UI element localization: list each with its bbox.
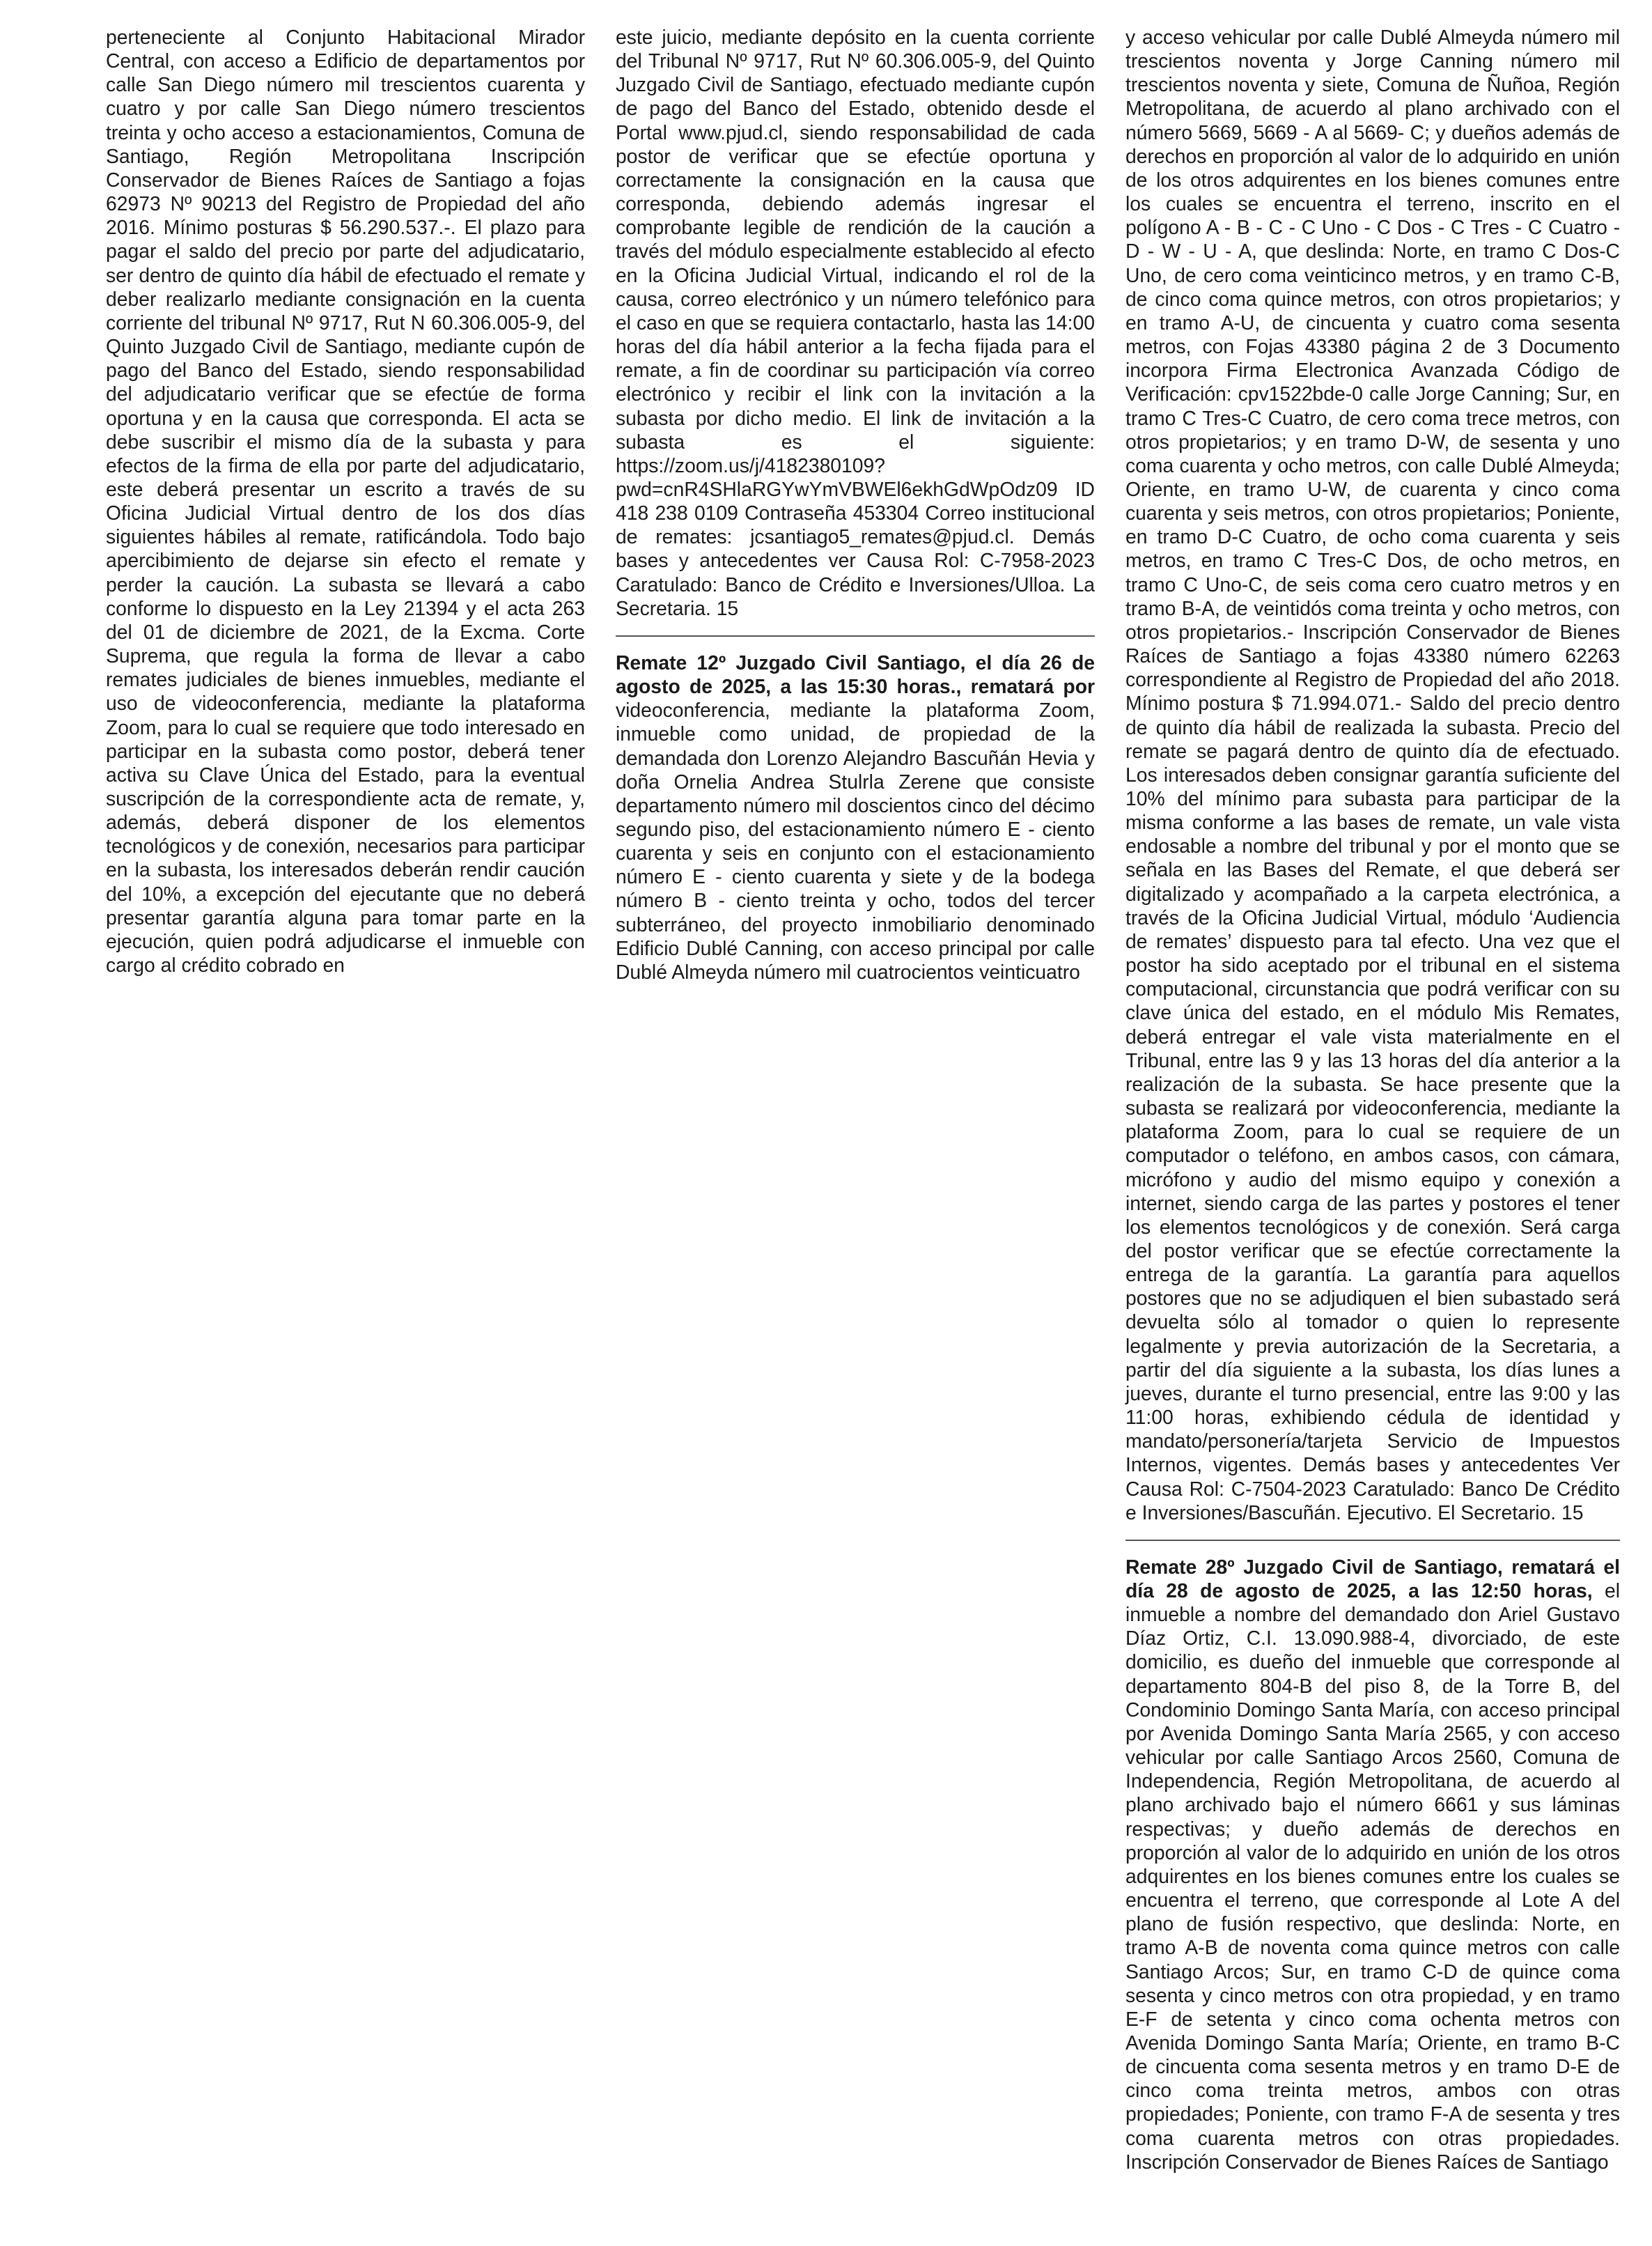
notice-body: el inmueble a nombre del demandado don Ariel Gustavo Díaz Ortiz, C.I. 13.090.988-4, divorciado, de este domicilio, es dueño del inmueble que corresponde al departamento 804-B del piso 8, de la Torre B, del Condominio Domingo Santa María, con acceso principal por Avenida Domingo Santa María 2565, y con acceso vehicular por calle Santiago Arcos 2560, Comuna de Independencia, Región Metropolitana, de acuerdo al plano archivado bajo el número 6661 y sus láminas respectivas; y dueño además de derechos en proporción al valor de lo adquirido en unión de los otros adquirentes en los bienes comunes entre los cuales se encuentra el terreno, que corresponde al Lote A del plano de fusión respectivo, que deslinda: Norte, en tramo A-B de noventa coma quince metros con calle Santiago Arcos; Sur, en tramo C-D de quince coma sesenta y cinco metros con otra propiedad, y en tramo E-F de setenta y cinco coma ochenta metros con Avenida Domingo Santa María; Oriente, en tramo B-C de cincuenta coma sesenta metros y en tramo D-E de cinco coma treinta metros, ambos con otras propiedades; Poniente, con tramo F-A de sesenta y tres coma cuarenta metros con otras propiedades. Inscripción Conservador de Bienes Raíces de Santiago bbox=[1125, 1579, 1620, 2173]
notice-quinto-juzgado-continued bbox=[106, 25, 585, 977]
notice-12-juzgado bbox=[616, 651, 1095, 984]
notice-body: videoconferencia, mediante la plataforma Zoom, inmueble como unidad, de propiedad de la demandada don Lorenzo Alejandro Bascuñán Hevia y doña Ornelia Andrea Stulrla Zerene que consiste departamento número mil doscientos cinco del décimo segundo piso, del estacionamiento número E - ciento cuarenta y seis en conjunto con el estacionamiento número E - ciento cuarenta y siete y de la bodega número B - ciento treinta y ocho, todos del tercer subterráneo, del proyecto inmobiliario denominado Edificio Dublé Canning, con acceso principal por calle Dublé Almeyda número mil cuatrocientos veinticuatro bbox=[616, 699, 1095, 983]
notice-heading: Remate 12º Juzgado Civil Santiago, el día 26 de agosto de 2025, a las 15:30 horas., rematará por bbox=[616, 651, 1095, 698]
notice-12-juzgado-continued bbox=[1125, 25, 1620, 1524]
notice-body: y acceso vehicular por calle Dublé Almeyda número mil trescientos noventa y Jorge Canning número mil trescientos noventa y siete, Comuna de Ñuñoa, Región Metropolitana, de acuerdo al plano archivado con el número 5669, 5669 - A al 5669- C; y dueños además de derechos en proporción al valor de lo adquirido en unión de los otros adquirentes en los bienes comunes entre los cuales se encuentra el terreno, inscrito en el polígono A - B - C - C Uno - C Dos - C Tres - C Cuatro - D - W - U - A, que deslinda: Norte, en tramo C Dos-C Uno, de cero coma veinticinco metros, y en tramo C-B, de cinco coma quince metros, con otros propietarios; y en tramo A-U, de cincuenta y cuatro coma sesenta metros, con Fojas 43380 página 2 de 3 Documento incorpora Firma Electronica Avanzada Código de Verificación: cpv1522bde-0 calle Jorge Canning; Sur, en tramo C Tres-C Cuatro, de cero coma trece metros, con otros propietarios; y en tramo D-W, de sesenta y uno coma cuarenta y ocho metros, con calle Dublé Almeyda; Oriente, en tramo U-W, de cuarenta y cinco coma cuarenta y seis metros, con otros propietarios; Poniente, en tramo D-C Cuatro, de ocho coma cuarenta y seis metros, en tramo C Tres-C Dos, de ocho metros, en tramo C Uno-C, de seis coma cero cuatro metros y en tramo B-A, de veintidós coma treinta y ocho metros, con otros propietarios.- Inscripción Conservador de Bienes Raíces de Santiago a fojas 43380 número 62263 correspondiente al Registro de Propiedad del año 2018. Mínimo postura $ 71.994.071.- Saldo del precio dentro de quinto día hábil de realizada la subasta. Precio del remate se pagará dentro de quinto día de efectuado. Los interesados deben consignar garantía suficiente del 10% del mínimo para subasta para participar de la misma conforme a las bases de remate, un vale vista endosable a nombre del tribunal y por el monto que se señala en las Bases del Remate, el que deberá ser digitalizado y acompañado a la carpeta electrónica, a través de la Oficina Judicial Virtual, módulo ‘Audiencia de remates’ dispuesto para tal efecto. Una vez que el postor ha sido aceptado por el tribunal en el sistema computacional, circunstancia que podrá verificar con su clave única del estado, en el módulo Mis Remates, deberá entregar el vale vista materialmente en el Tribunal, entre las 9 y las 13 horas del día anterior a la realización de la subasta. Se hace presente que la subasta se realizará por videoconferencia, mediante la plataforma Zoom, para lo cual se requiere de un computador o teléfono, en ambos casos, con cámara, micrófono y audio del mismo equipo y conexión a internet, siendo carga de las partes y postores el tener los elementos tecnológicos y de conexión. Será carga del postor verificar que se efectúe correctamente la entrega de la garantía. La garantía para aquellos postores que no se adjudiquen el bien subastado será devuelta sólo al tomador o quien lo represente legalmente y previa autorización de la Secretaria, a partir del día siguiente a la subasta, los días lunes a jueves, durante el turno presencial, entre las 9:00 y las 11:00 horas, exhibiendo cédula de identidad y mandato/personería/tarjeta Servicio de Impuestos Internos, vigentes. Demás bases y antecedentes Ver Causa Rol: C-7504-2023 Caratulado: Banco De Crédito e Inversiones/Bascuñán. Ejecutivo. El Secretario. 15 bbox=[1125, 26, 1620, 1524]
notice-body: este juicio, mediante depósito en la cuenta corriente del Tribunal Nº 9717, Rut Nº 60.306.005-9, del Quinto Juzgado Civil de Santiago, efectuado mediante cupón de pago del Banco del Estado, obtenido desde el Portal www.pjud.cl, siendo responsabilidad de cada postor de verificar que se efectúe oportuna y correctamente la consignación en la causa que corresponda, debiendo además ingresar el comprobante legible de rendición de la caución a través del módulo especialmente establecido al efecto en la Oficina Judicial Virtual, indicando el rol de la causa, correo electrónico y un número telefónico para el caso en que se requiera contactarlo, hasta las 14:00 horas del día hábil anterior a la fecha fijada para el remate, a fin de coordinar su participación vía correo electrónico y recibir el link con la invitación a la subasta por dicho medio. El link de invitación a la subasta es el siguiente: https://zoom.us/j/4182380109?pwd=cnR4SHlaRGYwYmVBWEl6ekhGdWpOdz09 ID 418 238 0109 Contraseña 453304 Correo institucional de remates: jcsantiago5_remates@pjud.cl. Demás bases y antecedentes ver Causa Rol: C-7958-2023 Caratulado: Banco de Crédito e Inversiones/Ulloa. La Secretaria. 15 bbox=[616, 26, 1095, 619]
column-3 bbox=[1125, 25, 1620, 2174]
notice-divider bbox=[1125, 1540, 1620, 1541]
notice-heading: Remate 28º Juzgado Civil de Santiago, rematará el día 28 de agosto de 2025, a las 12:50 horas, bbox=[1125, 1555, 1620, 1602]
notice-quinto-juzgado-end bbox=[616, 25, 1095, 620]
notice-divider bbox=[616, 635, 1095, 637]
column-1 bbox=[106, 25, 585, 977]
notice-28-juzgado bbox=[1125, 1555, 1620, 2174]
column-2 bbox=[616, 25, 1095, 984]
notice-body: perteneciente al Conjunto Habitacional Mirador Central, con acceso a Edificio de departamentos por calle San Diego número mil trescientos cuarenta y cuatro y por calle San Diego número trescientos treinta y ocho acceso a estacionamientos, Comuna de Santiago, Región Metropolitana Inscripción Conservador de Bienes Raíces de Santiago a fojas 62973 Nº 90213 del Registro de Propiedad del año 2016. Mínimo posturas $ 56.290.537.-. El plazo para pagar el saldo del precio por parte del adjudicatario, ser dentro de quinto día hábil de efectuado el remate y deber realizarlo mediante consignación en la cuenta corriente del tribunal Nº 9717, Rut N 60.306.005-9, del Quinto Juzgado Civil de Santiago, mediante cupón de pago del Banco del Estado, siendo responsabilidad del adjudicatario verificar que se efectúe de forma oportuna y en la causa que corresponda. El acta se debe suscribir el mismo día de la subasta y para efectos de la firma de ella por parte del adjudicatario, este deberá presentar un escrito a través de su Oficina Judicial Virtual dentro de los dos días siguientes hábiles al remate, ratificándola. Todo bajo apercibimiento de dejarse sin efecto el remate y perder la caución. La subasta se llevará a cabo conforme lo dispuesto en la Ley 21394 y el acta 263 del 01 de diciembre de 2021, de la Excma. Corte Suprema, que regula la forma de llevar a cabo remates judiciales de bienes inmuebles, mediante el uso de videoconferencia, mediante la plataforma Zoom, para lo cual se requiere que todo interesado en participar en la subasta como postor, deberá tener activa su Clave Única del Estado, para la eventual suscripción de la correspondiente acta de remate, y, además, deberá disponer de los elementos tecnológicos y de conexión, necesarios para participar en la subasta, los interesados deberán rendir caución del 10%, a excepción del ejecutante que no deberá presentar garantía alguna para tomar parte en la ejecución, quien podrá adjudicarse el inmueble con cargo al crédito cobrado en bbox=[106, 26, 585, 977]
